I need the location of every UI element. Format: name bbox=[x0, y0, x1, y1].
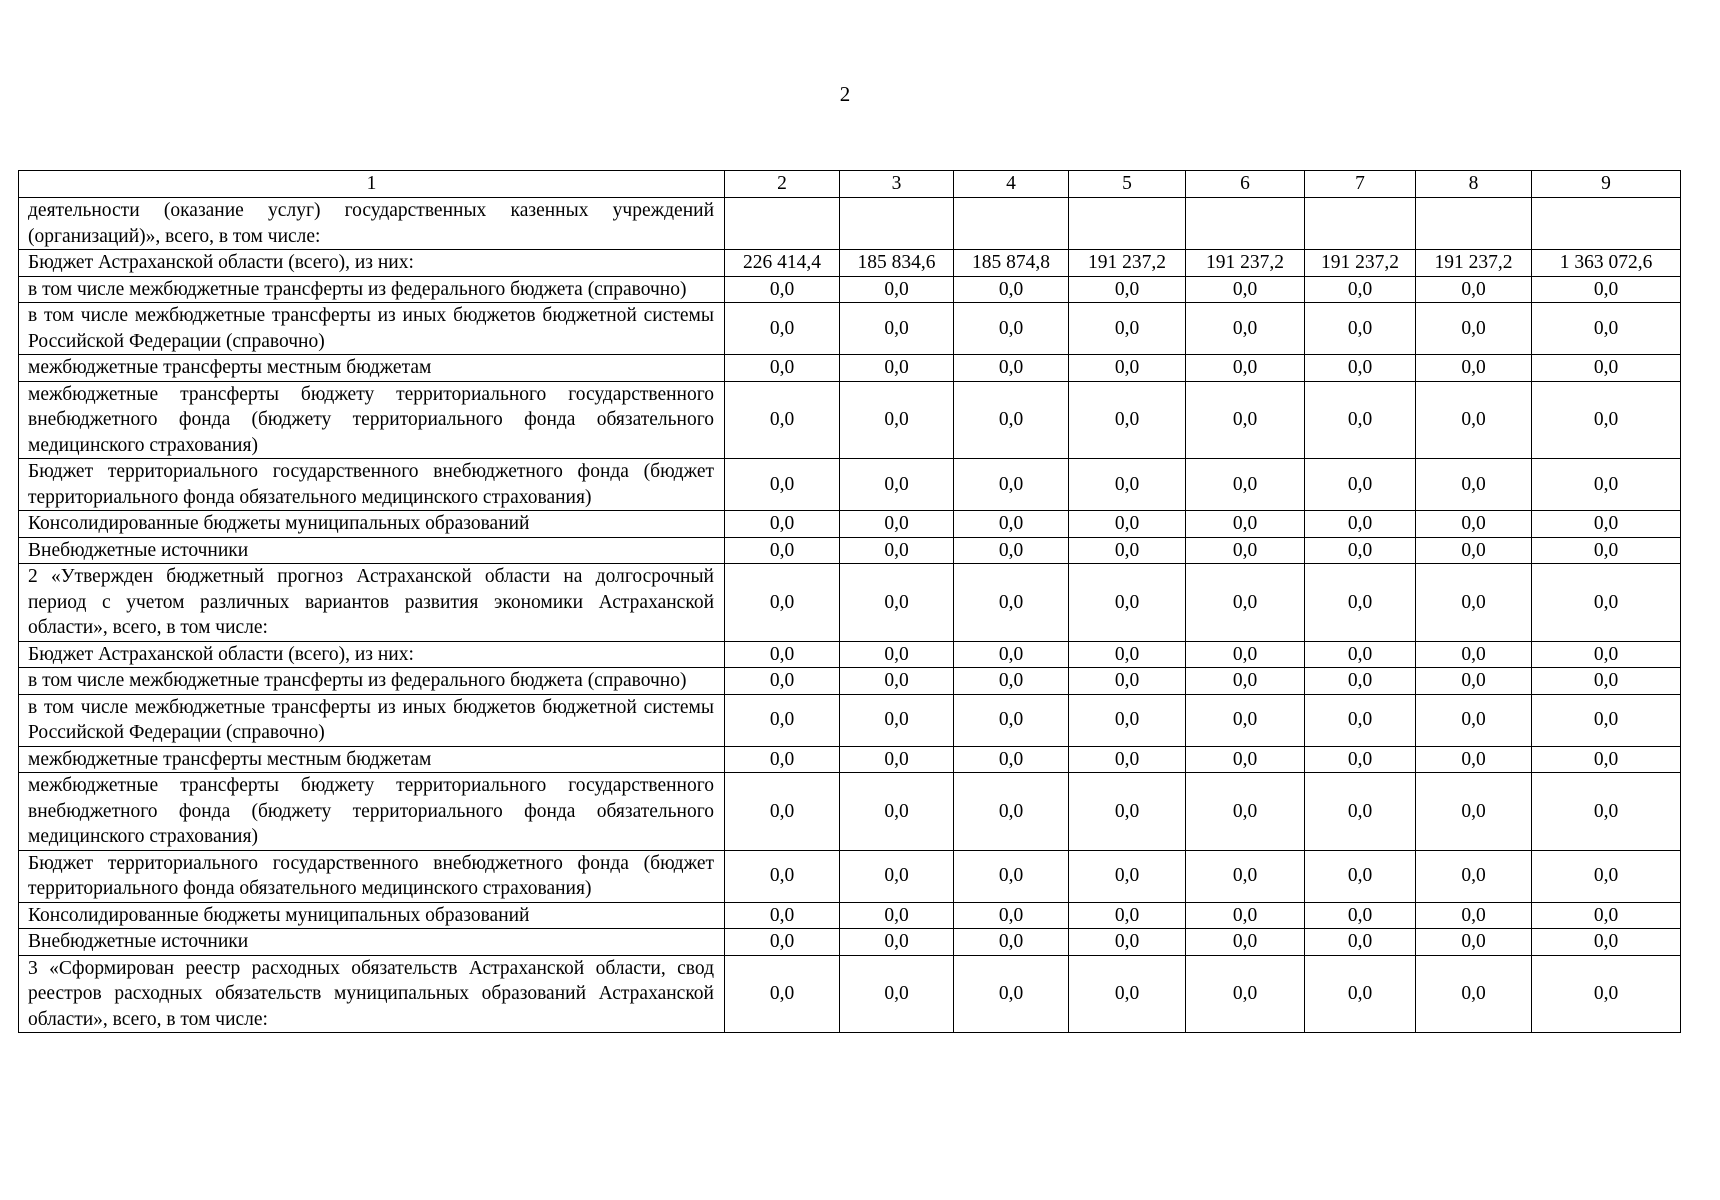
value-cell: 0,0 bbox=[725, 668, 840, 695]
value-cell: 0,0 bbox=[954, 537, 1069, 564]
value-cell: 0,0 bbox=[725, 537, 840, 564]
value-cell: 0,0 bbox=[954, 564, 1069, 642]
value-cell: 0,0 bbox=[725, 641, 840, 668]
value-cell: 0,0 bbox=[1416, 955, 1532, 1033]
column-header: 1 bbox=[19, 171, 725, 198]
value-cell: 191 237,2 bbox=[1305, 250, 1416, 277]
value-cell: 0,0 bbox=[1416, 773, 1532, 851]
value-cell: 185 834,6 bbox=[840, 250, 954, 277]
table-row bbox=[19, 250, 1681, 277]
value-cell: 191 237,2 bbox=[1069, 250, 1186, 277]
value-cell: 0,0 bbox=[954, 929, 1069, 956]
table-row bbox=[19, 773, 1681, 851]
value-cell: 0,0 bbox=[1069, 773, 1186, 851]
value-cell: 0,0 bbox=[1069, 537, 1186, 564]
value-cell: 0,0 bbox=[840, 355, 954, 382]
value-cell: 0,0 bbox=[1069, 850, 1186, 902]
value-cell: 0,0 bbox=[840, 902, 954, 929]
value-cell: 0,0 bbox=[840, 511, 954, 538]
value-cell: 0,0 bbox=[725, 355, 840, 382]
value-cell: 0,0 bbox=[1532, 668, 1681, 695]
value-cell bbox=[954, 198, 1069, 250]
value-cell: 0,0 bbox=[1305, 303, 1416, 355]
value-cell: 0,0 bbox=[1305, 694, 1416, 746]
table-row bbox=[19, 459, 1681, 511]
value-cell: 0,0 bbox=[954, 902, 1069, 929]
value-cell: 0,0 bbox=[954, 303, 1069, 355]
value-cell: 0,0 bbox=[725, 929, 840, 956]
value-cell: 0,0 bbox=[1186, 773, 1305, 851]
value-cell: 191 237,2 bbox=[1416, 250, 1532, 277]
value-cell: 0,0 bbox=[1305, 641, 1416, 668]
value-cell: 0,0 bbox=[1416, 303, 1532, 355]
value-cell: 0,0 bbox=[1305, 537, 1416, 564]
value-cell: 0,0 bbox=[1532, 746, 1681, 773]
value-cell: 0,0 bbox=[1069, 668, 1186, 695]
column-header: 3 bbox=[840, 171, 954, 198]
value-cell: 0,0 bbox=[840, 381, 954, 459]
value-cell: 0,0 bbox=[840, 746, 954, 773]
table-row bbox=[19, 537, 1681, 564]
budget-table bbox=[18, 170, 1681, 1033]
value-cell: 0,0 bbox=[1532, 303, 1681, 355]
value-cell: 0,0 bbox=[1069, 694, 1186, 746]
value-cell: 0,0 bbox=[1416, 746, 1532, 773]
value-cell: 0,0 bbox=[1069, 902, 1186, 929]
value-cell: 0,0 bbox=[1416, 276, 1532, 303]
value-cell: 0,0 bbox=[725, 746, 840, 773]
value-cell: 0,0 bbox=[1532, 773, 1681, 851]
value-cell: 0,0 bbox=[1416, 564, 1532, 642]
row-description: в том числе межбюджетные трансферты из иных бюджетов бюджетной системы Российской Федерации (справочно) bbox=[19, 303, 725, 355]
value-cell: 0,0 bbox=[954, 668, 1069, 695]
value-cell: 0,0 bbox=[954, 773, 1069, 851]
value-cell: 0,0 bbox=[1416, 459, 1532, 511]
value-cell: 0,0 bbox=[954, 641, 1069, 668]
row-description: Внебюджетные источники bbox=[19, 929, 725, 956]
value-cell: 0,0 bbox=[840, 773, 954, 851]
value-cell: 0,0 bbox=[725, 303, 840, 355]
value-cell: 0,0 bbox=[840, 459, 954, 511]
value-cell bbox=[1416, 198, 1532, 250]
row-description: Бюджет территориального государственного внебюджетного фонда (бюджет территориального фонда обязательного медицинского страхования) bbox=[19, 850, 725, 902]
value-cell: 0,0 bbox=[1186, 850, 1305, 902]
value-cell: 0,0 bbox=[1532, 537, 1681, 564]
value-cell: 0,0 bbox=[1069, 459, 1186, 511]
value-cell: 0,0 bbox=[954, 276, 1069, 303]
value-cell: 0,0 bbox=[1416, 641, 1532, 668]
value-cell: 0,0 bbox=[1532, 902, 1681, 929]
value-cell: 0,0 bbox=[954, 381, 1069, 459]
value-cell: 0,0 bbox=[840, 955, 954, 1033]
value-cell: 0,0 bbox=[725, 511, 840, 538]
row-description: Бюджет территориального государственного внебюджетного фонда (бюджет территориального фонда обязательного медицинского страхования) bbox=[19, 459, 725, 511]
value-cell bbox=[840, 198, 954, 250]
value-cell: 0,0 bbox=[725, 694, 840, 746]
value-cell: 0,0 bbox=[1186, 276, 1305, 303]
value-cell: 0,0 bbox=[954, 746, 1069, 773]
table-row bbox=[19, 668, 1681, 695]
value-cell: 0,0 bbox=[1305, 955, 1416, 1033]
row-description: деятельности (оказание услуг) государственных казенных учреждений (организаций)», всего, в том числе: bbox=[19, 198, 725, 250]
value-cell: 0,0 bbox=[1532, 850, 1681, 902]
value-cell: 0,0 bbox=[1532, 355, 1681, 382]
value-cell: 0,0 bbox=[840, 694, 954, 746]
value-cell: 0,0 bbox=[1069, 641, 1186, 668]
table-row bbox=[19, 381, 1681, 459]
value-cell: 0,0 bbox=[725, 276, 840, 303]
table-row bbox=[19, 511, 1681, 538]
value-cell: 0,0 bbox=[725, 381, 840, 459]
value-cell: 0,0 bbox=[840, 564, 954, 642]
value-cell: 0,0 bbox=[1416, 850, 1532, 902]
value-cell bbox=[1069, 198, 1186, 250]
value-cell: 0,0 bbox=[725, 773, 840, 851]
row-description: в том числе межбюджетные трансферты из федерального бюджета (справочно) bbox=[19, 668, 725, 695]
value-cell: 0,0 bbox=[840, 929, 954, 956]
value-cell: 226 414,4 bbox=[725, 250, 840, 277]
value-cell: 0,0 bbox=[1416, 668, 1532, 695]
value-cell: 0,0 bbox=[1186, 694, 1305, 746]
column-header: 5 bbox=[1069, 171, 1186, 198]
value-cell: 0,0 bbox=[1416, 694, 1532, 746]
row-description: межбюджетные трансферты местным бюджетам bbox=[19, 746, 725, 773]
value-cell: 0,0 bbox=[840, 641, 954, 668]
table-row bbox=[19, 955, 1681, 1033]
value-cell: 0,0 bbox=[725, 902, 840, 929]
column-header: 9 bbox=[1532, 171, 1681, 198]
row-description: Консолидированные бюджеты муниципальных образований bbox=[19, 902, 725, 929]
value-cell bbox=[725, 198, 840, 250]
value-cell: 0,0 bbox=[1186, 537, 1305, 564]
value-cell: 0,0 bbox=[1069, 746, 1186, 773]
value-cell: 0,0 bbox=[1532, 564, 1681, 642]
value-cell: 0,0 bbox=[1069, 276, 1186, 303]
value-cell: 0,0 bbox=[1416, 511, 1532, 538]
value-cell: 0,0 bbox=[1069, 381, 1186, 459]
value-cell: 185 874,8 bbox=[954, 250, 1069, 277]
value-cell: 0,0 bbox=[840, 850, 954, 902]
value-cell: 0,0 bbox=[954, 850, 1069, 902]
value-cell: 0,0 bbox=[1532, 929, 1681, 956]
value-cell: 0,0 bbox=[1186, 459, 1305, 511]
value-cell: 0,0 bbox=[1186, 641, 1305, 668]
table-row bbox=[19, 276, 1681, 303]
value-cell: 0,0 bbox=[840, 668, 954, 695]
table-row bbox=[19, 355, 1681, 382]
value-cell: 0,0 bbox=[1532, 381, 1681, 459]
column-header: 7 bbox=[1305, 171, 1416, 198]
value-cell: 191 237,2 bbox=[1186, 250, 1305, 277]
table-body bbox=[19, 198, 1681, 1033]
value-cell: 0,0 bbox=[1305, 668, 1416, 695]
row-description: Бюджет Астраханской области (всего), из них: bbox=[19, 250, 725, 277]
value-cell: 0,0 bbox=[725, 459, 840, 511]
value-cell: 0,0 bbox=[1305, 459, 1416, 511]
page-number: 2 bbox=[839, 82, 851, 106]
value-cell: 0,0 bbox=[1532, 459, 1681, 511]
table-row bbox=[19, 850, 1681, 902]
value-cell: 0,0 bbox=[1305, 511, 1416, 538]
value-cell: 0,0 bbox=[1416, 929, 1532, 956]
value-cell: 0,0 bbox=[954, 694, 1069, 746]
value-cell: 0,0 bbox=[954, 511, 1069, 538]
value-cell: 0,0 bbox=[1532, 276, 1681, 303]
table-row bbox=[19, 641, 1681, 668]
table-row bbox=[19, 902, 1681, 929]
value-cell: 1 363 072,6 bbox=[1532, 250, 1681, 277]
table-row bbox=[19, 746, 1681, 773]
row-description: в том числе межбюджетные трансферты из федерального бюджета (справочно) bbox=[19, 276, 725, 303]
value-cell: 0,0 bbox=[1186, 929, 1305, 956]
value-cell: 0,0 bbox=[954, 955, 1069, 1033]
value-cell: 0,0 bbox=[1305, 381, 1416, 459]
value-cell: 0,0 bbox=[840, 537, 954, 564]
value-cell: 0,0 bbox=[1305, 773, 1416, 851]
value-cell: 0,0 bbox=[1069, 564, 1186, 642]
value-cell: 0,0 bbox=[1416, 902, 1532, 929]
column-header: 6 bbox=[1186, 171, 1305, 198]
value-cell: 0,0 bbox=[840, 303, 954, 355]
row-description: Бюджет Астраханской области (всего), из них: bbox=[19, 641, 725, 668]
value-cell: 0,0 bbox=[1186, 303, 1305, 355]
value-cell bbox=[1186, 198, 1305, 250]
value-cell: 0,0 bbox=[725, 955, 840, 1033]
value-cell: 0,0 bbox=[1416, 537, 1532, 564]
value-cell: 0,0 bbox=[1305, 564, 1416, 642]
value-cell: 0,0 bbox=[1186, 355, 1305, 382]
value-cell: 0,0 bbox=[954, 459, 1069, 511]
table-row bbox=[19, 929, 1681, 956]
value-cell: 0,0 bbox=[1186, 511, 1305, 538]
value-cell: 0,0 bbox=[1069, 929, 1186, 956]
row-description: 3 «Сформирован реестр расходных обязательств Астраханской области, свод реестров расходных обязательств муниципальных образований Астраханской области», всего, в том числе: bbox=[19, 955, 725, 1033]
row-description: Консолидированные бюджеты муниципальных образований bbox=[19, 511, 725, 538]
value-cell: 0,0 bbox=[1305, 746, 1416, 773]
value-cell: 0,0 bbox=[1186, 902, 1305, 929]
row-description: межбюджетные трансферты бюджету территориального государственного внебюджетного фонда (бюджету территориального фонда обязательного медицинского страхования) bbox=[19, 381, 725, 459]
value-cell: 0,0 bbox=[1532, 955, 1681, 1033]
value-cell: 0,0 bbox=[1069, 511, 1186, 538]
value-cell: 0,0 bbox=[1186, 955, 1305, 1033]
value-cell: 0,0 bbox=[1069, 955, 1186, 1033]
value-cell: 0,0 bbox=[725, 850, 840, 902]
value-cell: 0,0 bbox=[1186, 381, 1305, 459]
value-cell: 0,0 bbox=[1305, 276, 1416, 303]
header-row bbox=[19, 171, 1681, 198]
table-row bbox=[19, 303, 1681, 355]
value-cell: 0,0 bbox=[1305, 355, 1416, 382]
column-header: 8 bbox=[1416, 171, 1532, 198]
value-cell: 0,0 bbox=[1532, 641, 1681, 668]
value-cell: 0,0 bbox=[1305, 929, 1416, 956]
table-row bbox=[19, 198, 1681, 250]
row-description: 2 «Утвержден бюджетный прогноз Астраханской области на долгосрочный период с учетом различных вариантов развития экономики Астраханской области», всего, в том числе: bbox=[19, 564, 725, 642]
value-cell: 0,0 bbox=[1186, 668, 1305, 695]
value-cell: 0,0 bbox=[1069, 355, 1186, 382]
value-cell: 0,0 bbox=[1186, 746, 1305, 773]
value-cell: 0,0 bbox=[840, 276, 954, 303]
row-description: межбюджетные трансферты бюджету территориального государственного внебюджетного фонда (бюджету территориального фонда обязательного медицинского страхования) bbox=[19, 773, 725, 851]
value-cell: 0,0 bbox=[1305, 850, 1416, 902]
column-header: 4 bbox=[954, 171, 1069, 198]
column-header: 2 bbox=[725, 171, 840, 198]
value-cell bbox=[1532, 198, 1681, 250]
value-cell: 0,0 bbox=[954, 355, 1069, 382]
value-cell: 0,0 bbox=[1416, 355, 1532, 382]
value-cell: 0,0 bbox=[1069, 303, 1186, 355]
value-cell: 0,0 bbox=[1416, 381, 1532, 459]
value-cell: 0,0 bbox=[1305, 902, 1416, 929]
value-cell bbox=[1305, 198, 1416, 250]
table-row bbox=[19, 694, 1681, 746]
value-cell: 0,0 bbox=[1186, 564, 1305, 642]
value-cell: 0,0 bbox=[725, 564, 840, 642]
row-description: в том числе межбюджетные трансферты из иных бюджетов бюджетной системы Российской Федерации (справочно) bbox=[19, 694, 725, 746]
value-cell: 0,0 bbox=[1532, 511, 1681, 538]
row-description: Внебюджетные источники bbox=[19, 537, 725, 564]
value-cell: 0,0 bbox=[1532, 694, 1681, 746]
row-description: межбюджетные трансферты местным бюджетам bbox=[19, 355, 725, 382]
table-row bbox=[19, 564, 1681, 642]
